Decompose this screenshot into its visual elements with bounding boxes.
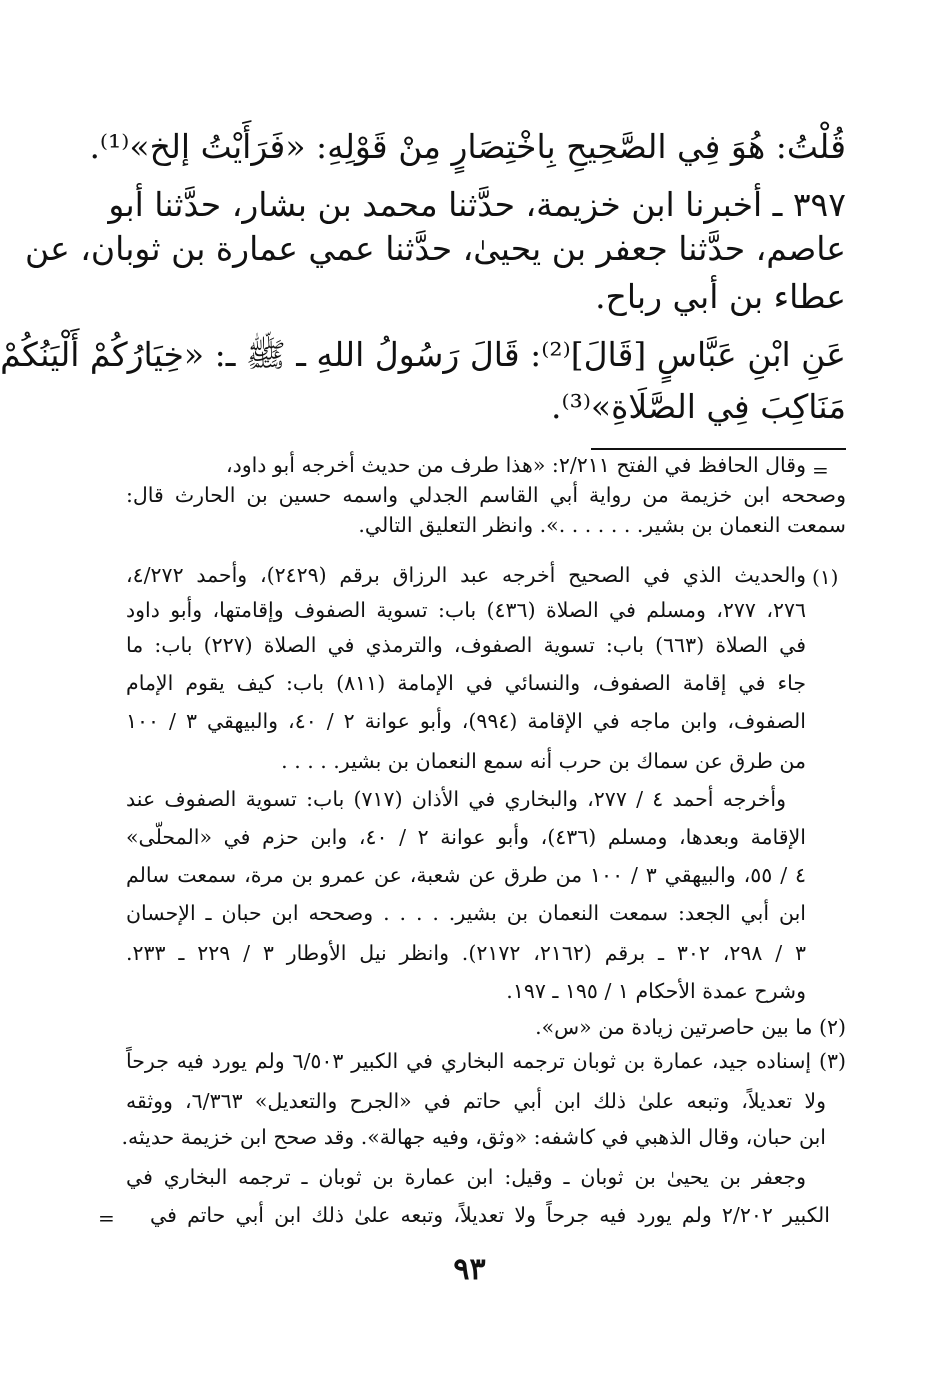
footnote-cont-line-2: وصححه ابن خزيمة من رواية أبي القاسم الجدلي واسمه حسين بن الحارث قال: bbox=[126, 483, 846, 507]
footnote-3-line-5: الكبير ٢/٢٠٢ ولم يورد فيه جرحاً ولا تعديلاً، وتبعه علىٰ ذلك ابن أبي حاتم في bbox=[150, 1203, 830, 1227]
next-page-marker: = bbox=[98, 1206, 115, 1230]
continued-marker: = bbox=[812, 458, 829, 482]
page-number: ٩٣ bbox=[453, 1252, 486, 1287]
main-line-5: عَنِ ابْنِ عَبَّاسٍ [قَالَ]⁽²⁾: قَالَ رَسُولُ اللهِ ـ ﷺ ـ: «خِيَارُكُمْ أَلْيَنُكُمْ bbox=[0, 335, 846, 374]
main-line-6: مَنَاكِبَ فِي الصَّلَاةِ»⁽³⁾. bbox=[550, 387, 846, 426]
footnote-1-line-7: وأخرجه أحمد ٤ / ٢٧٧، والبخاري في الأذان (٧١٧) باب: تسوية الصفوف عند bbox=[126, 787, 786, 811]
footnote-1-line-11: ٣ / ٢٩٨، ٣٠٢ ـ برقم (٢١٦٢، ٢١٧٢). وانظر نيل الأوطار ٣ / ٢٢٩ ـ ٢٣٣. bbox=[126, 941, 806, 965]
footnote-1-number: (١) bbox=[812, 565, 839, 589]
footnote-1-line-8: الإقامة وبعدها، ومسلم (٤٣٦)، وأبو عوانة ٢ / ٤٠، وابن حزم في «المحلّى» bbox=[126, 825, 806, 849]
footnote-1-line-4: جاء في إقامة الصفوف، والنسائي في الإمامة (٨١١) باب: كيف يقوم الإمام bbox=[126, 671, 807, 695]
footnote-1-line-6: من طرق عن سماك بن حرب أنه سمع النعمان بن بشير. . . . . bbox=[281, 749, 806, 773]
footnote-1-line-3: في الصلاة (٦٦٣) باب: تسوية الصفوف، والترمذي في الصلاة (٢٢٧) باب: ما bbox=[126, 633, 807, 657]
footnote-1-line-2: ٢٧٦، ٢٧٧، ومسلم في الصلاة (٤٣٦) باب: تسوية الصفوف وإقامتها، وأبو داود bbox=[126, 598, 806, 622]
footnote-2: (٢) ما بين حاصرتين زيادة من «س». bbox=[535, 1015, 846, 1039]
main-line-2: ٣٩٧ ـ أخبرنا ابن خزيمة، حدَّثنا محمد بن بشار، حدَّثنا أبو bbox=[108, 185, 846, 224]
footnote-3-line-1: (٣) إسناده جيد، عمارة بن ثوبان ترجمه البخاري في الكبير ٦/٥٠٣ ولم يورد فيه جرحاً bbox=[126, 1049, 846, 1073]
footnote-cont-line-3: سمعت النعمان بن بشير. . . . . . .». وانظر التعليق التالي. bbox=[358, 513, 846, 537]
footnote-1-line-5: الصفوف، وابن ماجه في الإقامة (٩٩٤)، وأبو عوانة ٢ / ٤٠، والبيهقي ٣ / ١٠٠ bbox=[126, 709, 806, 733]
main-line-4: عطاء بن أبي رباح. bbox=[595, 277, 846, 316]
footnote-1-line-10: ابن أبي الجعد: سمعت النعمان بن بشير. . . . . وصححه ابن حبان ـ الإحسان bbox=[126, 901, 806, 925]
main-line-3: عاصم، حدَّثنا جعفر بن يحيىٰ، حدَّثنا عمي عمارة بن ثوبان، عن bbox=[24, 229, 846, 268]
footnote-1-line-12: وشرح عمدة الأحكام ١ / ١٩٥ ـ ١٩٧. bbox=[506, 979, 806, 1003]
footnote-1-line-1: والحديث الذي في الصحيح أخرجه عبد الرزاق برقم (٢٤٢٩)، وأحمد ٤/٢٧٢، bbox=[126, 563, 806, 587]
main-line-1: قُلْتُ: هُوَ فِي الصَّحِيحِ بِاخْتِصَارٍ مِنْ قَوْلِهِ: «فَرَأَيْتُ إلخ»⁽¹⁾. bbox=[89, 127, 846, 166]
footnote-3-line-3: ابن حبان، وقال الذهبي في كاشفه: «وثق، وفيه جهالة». وقد صحح ابن خزيمة حديثه. bbox=[121, 1125, 826, 1149]
footnote-1-line-9: ٤ / ٥٥، والبيهقي ٣ / ١٠٠ من طرق عن شعبة، عن عمرو بن مرة، سمعت سالم bbox=[126, 863, 806, 887]
footnote-3-line-2: ولا تعديلاً، وتبعه علىٰ ذلك ابن أبي حاتم في «الجرح والتعديل» ٦/٣٦٣، ووثقه bbox=[126, 1089, 826, 1113]
footnote-cont-line-1: وقال الحافظ في الفتح ٢/٢١١: «هذا طرف من حديث أخرجه أبو داود، bbox=[225, 453, 806, 477]
footnote-3-line-4: وجعفر بن يحيىٰ بن ثوبان ـ وقيل: ابن عمارة بن ثوبان ـ ترجمه البخاري في bbox=[126, 1165, 806, 1189]
